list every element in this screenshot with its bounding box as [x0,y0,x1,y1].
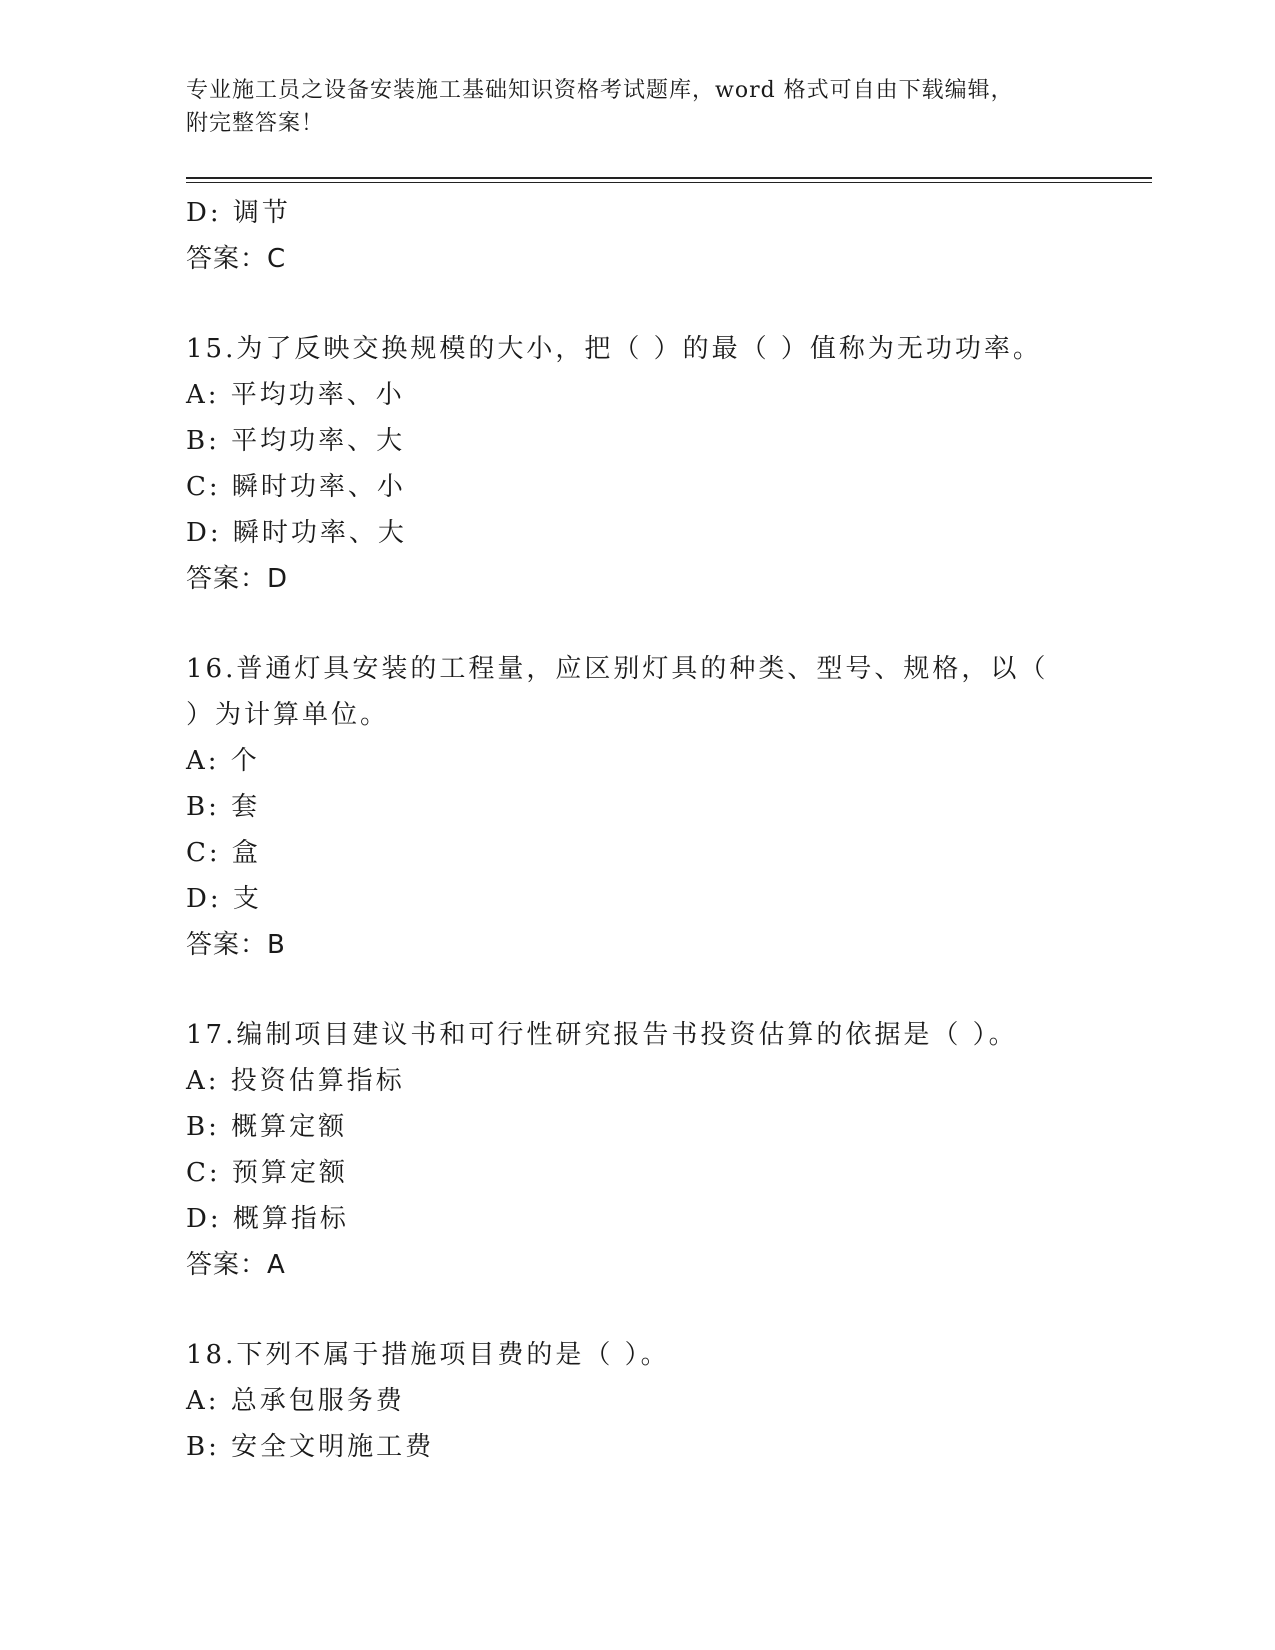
option-a: A: 投资估算指标 [186,1066,405,1096]
answer: 答案：A [186,1250,286,1280]
option-c: C: 预算定额 [186,1158,348,1188]
option-a: A: 总承包服务费 [186,1386,405,1416]
option-a: A: 个 [186,746,260,776]
question-stem: 18.下列不属于措施项目费的是（ ）。 [186,1340,670,1370]
option-b: B: 概算定额 [186,1112,348,1142]
question-18 [186,1332,1116,1470]
answer: 答案：D [186,564,289,594]
option-c: C: 盒 [186,838,261,868]
question-stem: 15.为了反映交换规模的大小，把（ ）的最（ ）值称为无功功率。 [186,334,1042,364]
header-divider-thick [186,177,1152,179]
document-header [186,74,1086,140]
question-content [186,190,1116,1470]
option-d: D: 概算指标 [186,1204,349,1234]
header-line-2: 附完整答案！ [186,111,325,136]
question-stem-line-2: ）为计算单位。 [186,700,390,730]
question-stem-line-1: 16.普通灯具安装的工程量，应区别灯具的种类、型号、规格，以（ [186,654,1049,684]
option-d: D: 瞬时功率、大 [186,518,407,548]
answer: 答案：B [186,930,286,960]
option-d: D: 支 [186,884,262,914]
header-line-1: 专业施工员之设备安装施工基础知识资格考试题库，word 格式可自由下载编辑， [186,78,1014,103]
option-b: B: 安全文明施工费 [186,1432,435,1462]
option-b: B: 套 [186,792,261,822]
option-b: B: 平均功率、大 [186,426,406,456]
question-15 [186,326,1116,602]
answer: 答案：C [186,244,287,274]
prev-question-tail [186,190,1116,282]
option-d: D: 调节 [186,198,291,228]
option-c: C: 瞬时功率、小 [186,472,406,502]
option-a: A: 平均功率、小 [186,380,405,410]
header-divider-thin [186,182,1152,183]
question-16 [186,646,1116,968]
question-17 [186,1012,1116,1288]
question-stem: 17.编制项目建议书和可行性研究报告书投资估算的依据是（ ）。 [186,1020,1018,1050]
